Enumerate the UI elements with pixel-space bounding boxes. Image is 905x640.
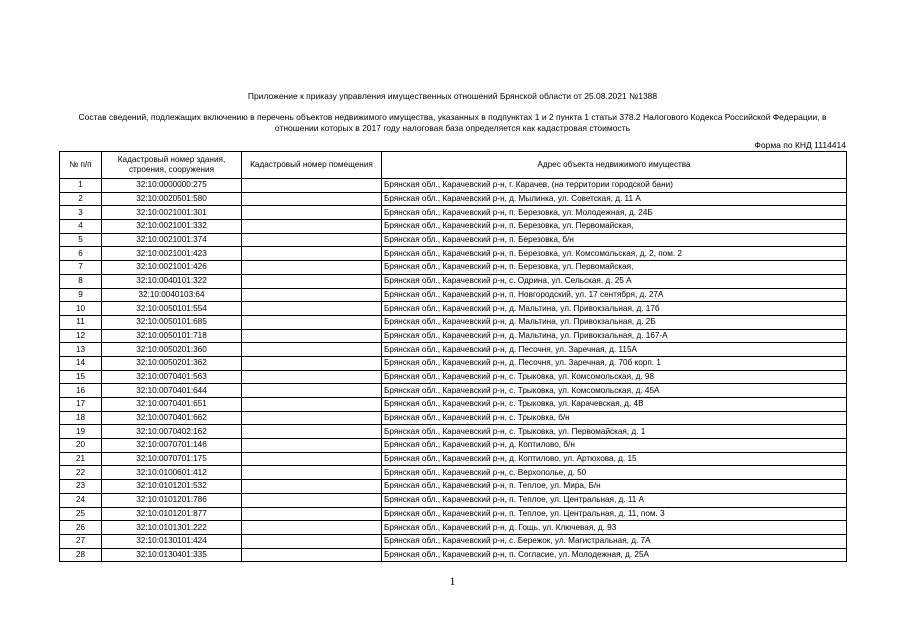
room-cadastral-cell	[242, 315, 382, 329]
address-cell: Брянская обл., Карачевский р-н, с. Трыковка, ул. Первомайская, д. 1	[382, 425, 847, 439]
address-cell: Брянская обл., Карачевский р-н, д. Коптилово, б/н	[382, 439, 847, 453]
building-cadastral-cell: 32:10:0070401:651	[102, 398, 242, 412]
building-cadastral-cell: 32:10:0021001:426	[102, 261, 242, 275]
building-cadastral-cell: 32:10:0070701:175	[102, 452, 242, 466]
room-cadastral-cell	[242, 356, 382, 370]
header-building-cadastral: Кадастровый номер здания, строения, сооружения	[102, 152, 242, 179]
row-number-cell: 5	[60, 233, 102, 247]
document-subtitle	[0, 112, 905, 134]
room-cadastral-cell	[242, 343, 382, 357]
room-cadastral-cell	[242, 384, 382, 398]
table-row	[60, 356, 847, 370]
building-cadastral-cell: 32:10:0021001:301	[102, 206, 242, 220]
row-number-cell: 3	[60, 206, 102, 220]
row-number-cell: 19	[60, 425, 102, 439]
building-cadastral-cell: 32:10:0050101:718	[102, 329, 242, 343]
row-number-cell: 4	[60, 220, 102, 234]
table-row	[60, 548, 847, 562]
table-row	[60, 493, 847, 507]
address-cell: Брянская обл., Карачевский р-н, д. Гощь, ул. Ключевая, д. 93	[382, 521, 847, 535]
subtitle-line-1: Состав сведений, подлежащих включению в перечень объектов недвижимого имущества, указанных в подпунктах 1 и 2 пункта 1 статьи 378.2 Налогового Кодекса Российской Федерации, в	[78, 112, 827, 122]
room-cadastral-cell	[242, 548, 382, 562]
table-row	[60, 329, 847, 343]
row-number-cell: 25	[60, 507, 102, 521]
building-cadastral-cell: 32:10:0101201:532	[102, 480, 242, 494]
room-cadastral-cell	[242, 425, 382, 439]
building-cadastral-cell: 32:10:0040101:322	[102, 274, 242, 288]
building-cadastral-cell: 32:10:0020501:580	[102, 192, 242, 206]
building-cadastral-cell: 32:10:0130401:335	[102, 548, 242, 562]
address-cell: Брянская обл., Карачевский р-н, д. Мылинка, ул. Советская, д. 11 А	[382, 192, 847, 206]
address-cell: Брянская обл., Карачевский р-н, г. Карачев, (на территории городской бани)	[382, 179, 847, 193]
room-cadastral-cell	[242, 493, 382, 507]
table-row	[60, 233, 847, 247]
row-number-cell: 12	[60, 329, 102, 343]
room-cadastral-cell	[242, 452, 382, 466]
building-cadastral-cell: 32:10:0070402:162	[102, 425, 242, 439]
address-cell: Брянская обл., Карачевский р-н, с. Бережок, ул. Магистральная, д. 7А	[382, 534, 847, 548]
table-row	[60, 480, 847, 494]
address-cell: Брянская обл., Карачевский р-н, с. Трыковка, ул. Комсомольская, д. 98	[382, 370, 847, 384]
building-cadastral-cell: 32:10:0070401:644	[102, 384, 242, 398]
table-row	[60, 247, 847, 261]
address-cell: Брянская обл., Карачевский р-н, п. Березовка, ул. Первомайская,	[382, 220, 847, 234]
table-row	[60, 288, 847, 302]
row-number-cell: 9	[60, 288, 102, 302]
room-cadastral-cell	[242, 261, 382, 275]
address-cell: Брянская обл., Карачевский р-н, п. Теплое, ул. Мира, Б/н	[382, 480, 847, 494]
room-cadastral-cell	[242, 507, 382, 521]
address-cell: Брянская обл., Карачевский р-н, с. Одрина, ул. Сельская, д. 25 А	[382, 274, 847, 288]
building-cadastral-cell: 32:10:0070701:146	[102, 439, 242, 453]
table-row	[60, 452, 847, 466]
address-cell: Брянская обл., Карачевский р-н, д. Песочня, ул. Заречная, д. 70б корп. 1	[382, 356, 847, 370]
row-number-cell: 26	[60, 521, 102, 535]
table-row	[60, 315, 847, 329]
address-cell: Брянская обл., Карачевский р-н, п. Согласие, ул. Молодежная, д. 25А	[382, 548, 847, 562]
row-number-cell: 24	[60, 493, 102, 507]
subtitle-line-2: отношении которых в 2017 году налоговая база определяется как кадастровая стоимость	[274, 123, 631, 133]
room-cadastral-cell	[242, 179, 382, 193]
table-row	[60, 411, 847, 425]
address-cell: Брянская обл., Карачевский р-н, с. Трыковка, ул. Карачевская, д. 4В	[382, 398, 847, 412]
building-cadastral-cell: 32:10:0070401:563	[102, 370, 242, 384]
building-cadastral-cell: 32:10:0021001:374	[102, 233, 242, 247]
property-table	[59, 151, 847, 562]
room-cadastral-cell	[242, 480, 382, 494]
row-number-cell: 14	[60, 356, 102, 370]
address-cell: Брянская обл., Карачевский р-н, д. Мальтина, ул. Привокзальная, д. 2Б	[382, 315, 847, 329]
row-number-cell: 2	[60, 192, 102, 206]
building-cadastral-cell: 32:10:0101201:877	[102, 507, 242, 521]
table-row	[60, 179, 847, 193]
table-row	[60, 521, 847, 535]
address-cell: Брянская обл., Карачевский р-н, с. Верхополье, д. 50	[382, 466, 847, 480]
room-cadastral-cell	[242, 192, 382, 206]
address-cell: Брянская обл., Карачевский р-н, с. Трыковка, ул. Комсомольская, д. 45А	[382, 384, 847, 398]
address-cell: Брянская обл., Карачевский р-н, д. Коптилово, ул. Артюхова, д. 15	[382, 452, 847, 466]
building-cadastral-cell: 32:10:0050201:362	[102, 356, 242, 370]
table-row	[60, 398, 847, 412]
table-header-row	[60, 152, 847, 179]
room-cadastral-cell	[242, 398, 382, 412]
header-num: № п/п	[60, 152, 102, 179]
room-cadastral-cell	[242, 329, 382, 343]
room-cadastral-cell	[242, 466, 382, 480]
row-number-cell: 17	[60, 398, 102, 412]
table-row	[60, 384, 847, 398]
room-cadastral-cell	[242, 370, 382, 384]
page-number: 1	[449, 574, 456, 588]
address-cell: Брянская обл., Карачевский р-н, д. Мальтина, ул. Привокзальная, д. 167-А	[382, 329, 847, 343]
table-row	[60, 302, 847, 316]
building-cadastral-cell: 32:10:0050101:685	[102, 315, 242, 329]
room-cadastral-cell	[242, 521, 382, 535]
building-cadastral-cell: 32:10:0101301:222	[102, 521, 242, 535]
building-cadastral-cell: 32:10:0050201:360	[102, 343, 242, 357]
table-row	[60, 261, 847, 275]
row-number-cell: 6	[60, 247, 102, 261]
room-cadastral-cell	[242, 233, 382, 247]
building-cadastral-cell: 32:10:0000000:275	[102, 179, 242, 193]
table-row	[60, 274, 847, 288]
table-row	[60, 370, 847, 384]
table-row	[60, 439, 847, 453]
building-cadastral-cell: 32:10:0021001:332	[102, 220, 242, 234]
table-row	[60, 192, 847, 206]
form-code-note: Форма по КНД 1114414	[754, 140, 846, 150]
row-number-cell: 28	[60, 548, 102, 562]
row-number-cell: 21	[60, 452, 102, 466]
row-number-cell: 20	[60, 439, 102, 453]
room-cadastral-cell	[242, 534, 382, 548]
room-cadastral-cell	[242, 302, 382, 316]
building-cadastral-cell: 32:10:0021001:423	[102, 247, 242, 261]
row-number-cell: 15	[60, 370, 102, 384]
table-row	[60, 466, 847, 480]
address-cell: Брянская обл., Карачевский р-н, с. Трыковка, б/н	[382, 411, 847, 425]
address-cell: Брянская обл., Карачевский р-н, п. Теплое, ул. Центральная, д. 11, пом. 3	[382, 507, 847, 521]
table-row	[60, 206, 847, 220]
address-cell: Брянская обл., Карачевский р-н, п. Березовка, ул. Молодежная, д. 24Б	[382, 206, 847, 220]
address-cell: Брянская обл., Карачевский р-н, п. Березовка, б/н	[382, 233, 847, 247]
building-cadastral-cell: 32:10:0100601:412	[102, 466, 242, 480]
room-cadastral-cell	[242, 206, 382, 220]
table-row	[60, 425, 847, 439]
room-cadastral-cell	[242, 274, 382, 288]
document-title: Приложение к приказу управления имущественных отношений Брянской области от 25.08.2021 №1388	[247, 91, 658, 101]
row-number-cell: 23	[60, 480, 102, 494]
room-cadastral-cell	[242, 411, 382, 425]
address-cell: Брянская обл., Карачевский р-н, п. Березовка, ул. Комсомольская, д. 2, пом. 2	[382, 247, 847, 261]
row-number-cell: 22	[60, 466, 102, 480]
room-cadastral-cell	[242, 247, 382, 261]
header-address: Адрес объекта недвижимого имущества	[382, 152, 847, 179]
row-number-cell: 11	[60, 315, 102, 329]
row-number-cell: 13	[60, 343, 102, 357]
table-row	[60, 343, 847, 357]
room-cadastral-cell	[242, 288, 382, 302]
address-cell: Брянская обл., Карачевский р-н, п. Новгородский, ул. 17 сентября, д. 27А	[382, 288, 847, 302]
row-number-cell: 8	[60, 274, 102, 288]
address-cell: Брянская обл., Карачевский р-н, п. Березовка, ул. Первомайская,	[382, 261, 847, 275]
row-number-cell: 18	[60, 411, 102, 425]
table-row	[60, 220, 847, 234]
row-number-cell: 27	[60, 534, 102, 548]
room-cadastral-cell	[242, 439, 382, 453]
table-row	[60, 507, 847, 521]
building-cadastral-cell: 32:10:0040103:64	[102, 288, 242, 302]
building-cadastral-cell: 32:10:0070401:662	[102, 411, 242, 425]
row-number-cell: 10	[60, 302, 102, 316]
room-cadastral-cell	[242, 220, 382, 234]
row-number-cell: 16	[60, 384, 102, 398]
building-cadastral-cell: 32:10:0050101:554	[102, 302, 242, 316]
table-row	[60, 534, 847, 548]
header-room-cadastral: Кадастровый номер помещения	[242, 152, 382, 179]
table-body	[60, 179, 847, 562]
building-cadastral-cell: 32:10:0130101:424	[102, 534, 242, 548]
address-cell: Брянская обл., Карачевский р-н, д. Мальтина, ул. Привокзальная, д. 17б	[382, 302, 847, 316]
address-cell: Брянская обл., Карачевский р-н, д. Песочня, ул. Заречная, д. 115А	[382, 343, 847, 357]
address-cell: Брянская обл., Карачевский р-н, п. Теплое, ул. Центральная, д. 11 А	[382, 493, 847, 507]
row-number-cell: 1	[60, 179, 102, 193]
building-cadastral-cell: 32:10:0101201:786	[102, 493, 242, 507]
row-number-cell: 7	[60, 261, 102, 275]
